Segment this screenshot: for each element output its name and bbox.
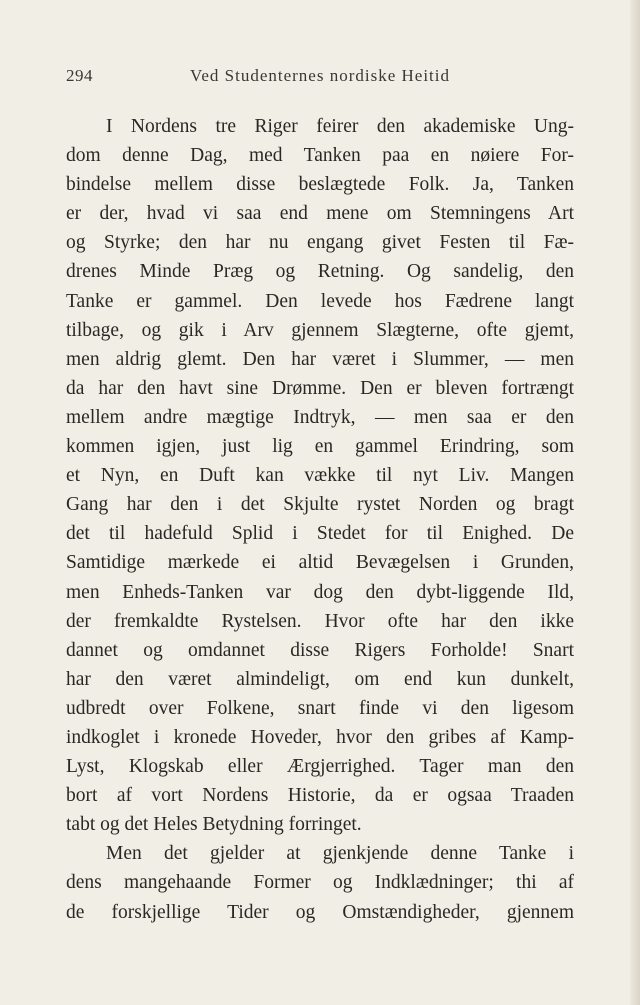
text-line: indkoglet i kronede Hoveder, hvor den gribes af Kamp- <box>66 726 574 748</box>
text-line: mellem andre mægtige Indtryk, — men saa er den <box>66 406 574 428</box>
text-line: Lyst, Klogskab eller Ærgjerrighed. Tager man den <box>66 756 574 778</box>
text-line: I Nordens tre Riger feirer den akademiske Ung- <box>106 116 574 137</box>
text-line: men aldrig glemt. Den har været i Slummer, — men <box>66 348 574 370</box>
text-line: dannet og omdannet disse Rigers Forholde! Snart <box>66 639 574 661</box>
text-line: der fremkaldte Rystelsen. Hvor ofte har den ikke <box>66 610 574 632</box>
text-line: og Styrke; den har nu engang givet Festen til Fæ- <box>66 232 574 254</box>
text-line: har den været almindeligt, om end kun dunkelt, <box>66 668 574 690</box>
running-head <box>66 66 574 90</box>
running-title: Ved Studenternes nordiske Heitid <box>189 66 451 85</box>
text-line: de forskjellige Tider og Omstændigheder, gjennem <box>66 901 574 923</box>
text-line: men Enheds-Tanken var dog den dybt-liggende Ild, <box>66 581 574 603</box>
text-line: kommen igjen, just lig en gammel Erindring, som <box>66 436 574 458</box>
text-line: Men det gjelder at gjenkjende denne Tanke i <box>106 843 574 865</box>
text-line: Samtidige mærkede ei altid Bevægelsen i Grunden, <box>66 552 574 574</box>
text-line: er der, hvad vi saa end mene om Stemningens Art <box>66 203 574 225</box>
text-line: bindelse mellem disse beslægtede Folk. Ja, Tanken <box>66 174 574 196</box>
text-line: tilbage, og gik i Arv gjennem Slægterne, ofte gjemt, <box>66 319 574 341</box>
text-line: bort af vort Nordens Historie, da er ogsaa Traaden <box>66 785 574 807</box>
text-line: da har den havt sine Drømme. Den er bleven fortrængt <box>66 377 574 399</box>
text-line: tabt og det Heles Betydning forringet. <box>66 814 362 836</box>
text-line: Gang har den i det Skjulte rystet Norden og bragt <box>66 494 574 516</box>
text-line: udbredt over Folkene, snart finde vi den ligesom <box>66 697 574 719</box>
body-text <box>66 112 574 927</box>
text-line: Tanke er gammel. Den levede hos Fædrene langt <box>66 290 574 312</box>
text-line: dom denne Dag, med Tanken paa en nøiere For- <box>66 145 574 167</box>
text-line: et Nyn, en Duft kan vække til nyt Liv. Mangen <box>66 465 574 487</box>
text-line: drenes Minde Præg og Retning. Og sandelig, den <box>66 261 574 283</box>
text-line: det til hadefuld Splid i Stedet for til Enighed. De <box>66 523 574 545</box>
page-edge <box>630 0 640 1005</box>
text-line: dens mangehaande Former og Indklædninger; thi af <box>66 872 574 894</box>
page-number: 294 <box>66 66 93 85</box>
